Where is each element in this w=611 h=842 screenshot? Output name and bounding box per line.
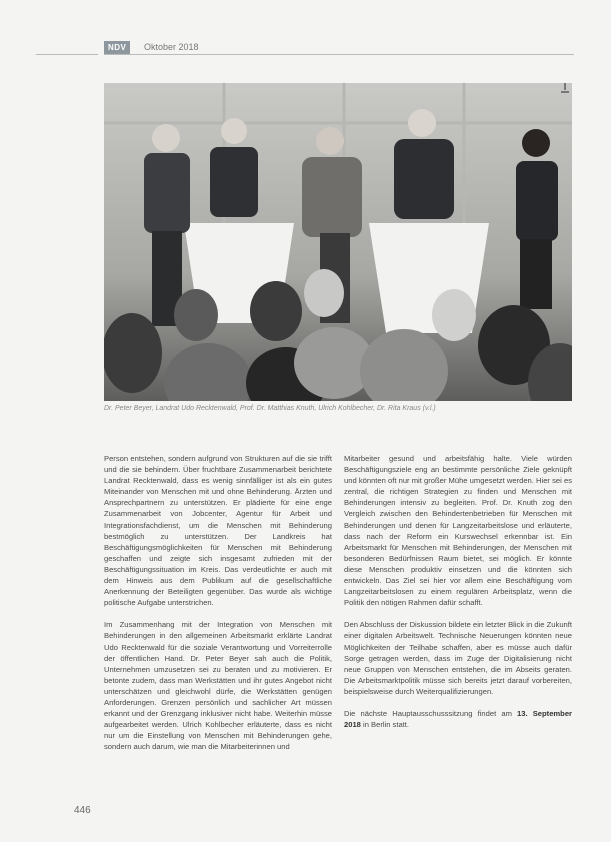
corner-mark-icon: [561, 83, 569, 93]
photo-caption: Dr. Peter Beyer, Landrat Udo Recktenwald, Prof. Dr. Matthias Knuth, Ulrich Kohlbecher, Dr. Rita Kraus (v.l.): [104, 405, 436, 412]
paragraph: Person entstehen, sondern aufgrund von Strukturen auf die sie trifft und die sie behindern. Über fruchtbare Zusammenarbeit berichtete Landrat Recktenwald, dass es wenig sinnfälliger ist als ein gutes Miteinander von Menschen mit und ohne Behinderung. Ärzten und Ansprechpartnern zu unterstützen. Er plädierte für eine enge Zusammenarbeit von Jobcenter, Agentur für Arbeit und Integrationsfachdienst, um die Menschen mit Behinderung bestmöglich zu unterstützen. Der Landkreis hat Beschäftigungsmöglichkeiten für Menschen mit Behinderung geschaffen und zeigte sich insgesamt zufrieden mit der Beschäftigungssituation im Kreis. Das verdeutlichte er auch mit dem Hinweis aus dem Publikum auf die gesellschaftliche Anerkennung der Beteiligten gegenüber. Das wurde als wichtige politische Aufgabe unterstrichen.: [104, 454, 332, 608]
meeting-date: 13. September 2018: [344, 708, 572, 730]
paragraph: Im Zusammenhang mit der Integration von Menschen mit Behinderungen in den allgemeinen Arbeitsmarkt erklärte Landrat Udo Recktenwald für die soziale Verantwortung und Vorreiterrolle der öffentlichen Hand. Dr. Peter Beyer sah auch die Politik, Unternehmen umzusetzen sei zu beraten und zu motivieren. Er betonte zudem, dass man Werkstätten und ihr gutes Angebot nicht unterschätzen und gleichwohl dürfe, die Werkstätten genügen Anforderungen. Grenzen persönlich und sachlicher Art müssen erkannt und der Grenzgang inklusiver nicht habe. Weiterhin müsse aufgearbeitet werden. Ulrich Kohlbecher erläuterte, dass es nicht nur um die Einstellung von Menschen mit Behinderungen gehe, sondern auch darum, wie man die Mitarbeiterinnen und: [104, 620, 332, 752]
issue-month: Oktober 2018: [144, 42, 199, 52]
header-rule-left: [36, 54, 98, 55]
meeting-note-suffix: in Berlin statt.: [360, 720, 410, 730]
meeting-note-prefix: Die nächste Hauptausschusssitzung findet am: [344, 708, 518, 718]
podium-photo: [104, 83, 572, 401]
publication-badge: NDV: [104, 41, 130, 55]
meeting-note: [344, 708, 572, 730]
text-column-right: [344, 453, 572, 741]
page-header: [104, 41, 574, 59]
paragraph: Mitarbeiter gesund und arbeitsfähig halte. Viele würden Beschäftigungsziele eng an bestimmte persönliche Ziele geknüpft und könnten oft nur mit großer Mühe umgesetzt werden. Hier sei es zentral, die richtigen Strategien zu finden und Menschen mit Behinderungen intensiv zu begleiten. Prof. Dr. Knuth zog den Vergleich zwischen den Behindertenbetrieben für Menschen mit Behinderungen und denen für Langzeitarbeitslose und erläuterte, dass nach der Reform ein Kurswechsel erkennbar ist. Ein Arbeitsmarkt für Menschen mit Behinderungen, der Menschen mit besonderen Bedürfnissen Raum bietet, sei möglich. Er könnte diese Menschen produktiv einsetzen und die könnten sich entwickeln. Das Ziel sei hier vor allem eine Beschäftigung vom Langzeitarbeitslosen zu einem regulären Arbeitsplatz, wenn die Politik den nötigen Rahmen dafür schafft.: [344, 454, 572, 608]
text-column-left: [104, 453, 332, 763]
paragraph: Den Abschluss der Diskussion bildete ein letzter Blick in die Zukunft einer digitalen Arbeitswelt. Technische Neuerungen könnten neue Möglichkeiten der Teilhabe schaffen, aber es müsse auch dafür Sorge getragen werden, dass im Zuge der Digitalisierung nicht neue Gruppen von Menschen entstehen, die im Abseits geraten. Die Arbeitsmarktpolitik müsse sich bereits jetzt darauf vorbereiten, beispielsweise durch Weiterqualifizierungen.: [344, 620, 572, 696]
header-rule: [104, 54, 574, 55]
page-number: 446: [74, 805, 91, 816]
